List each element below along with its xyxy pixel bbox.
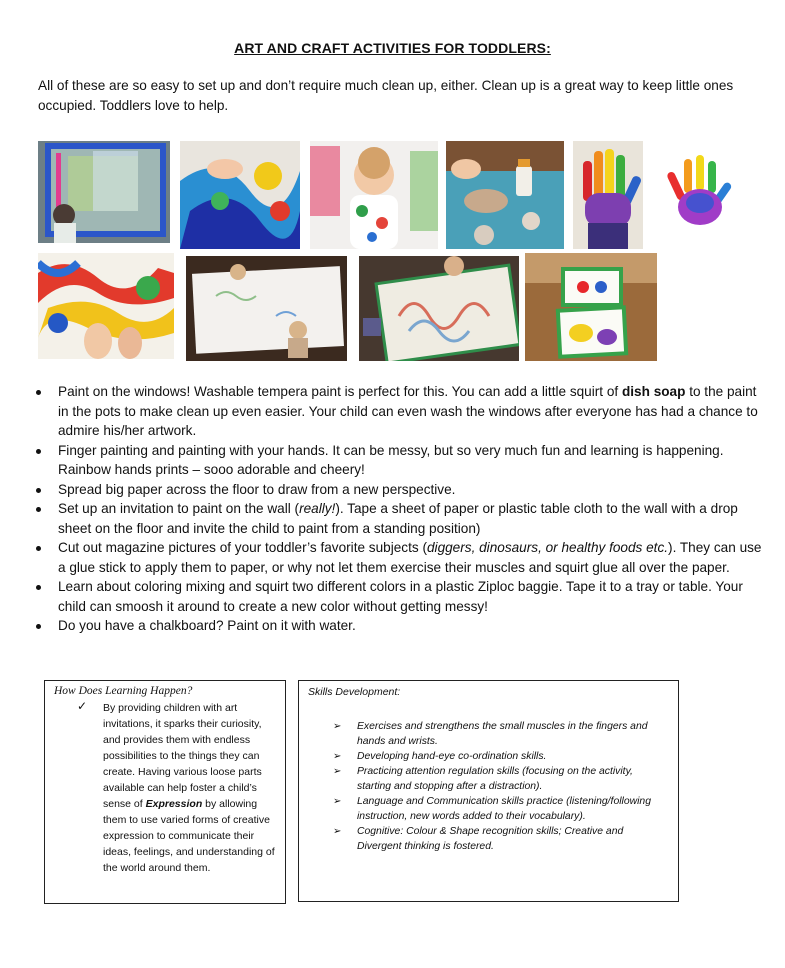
learning-title: How Does Learning Happen? [54, 685, 193, 697]
collage-glue-photo [446, 141, 564, 249]
rainbow-handprint-photo [650, 141, 748, 249]
finger-painting-photo [180, 141, 300, 249]
colorful-hands-photo [38, 253, 174, 359]
arrow-bullet-icon: ➢ [333, 766, 342, 777]
arrow-bullet-icon: ➢ [333, 751, 342, 762]
skills-box [298, 680, 679, 902]
list-item: ➢ Exercises and strengthens the small muscles in the fingers and hands and wrists. [333, 721, 648, 747]
learning-text: By providing children with art invitations, it sparks their curiosity, and provides them with endless possibilities to the things they can create. Having various loose parts available can help foster a child’s sense of Expression by allowing them to use varied forms of creative expression to communicate their ideas, feelings, and understanding of the world around them. [103, 702, 275, 874]
skills-list [333, 719, 663, 854]
list-item: Spread big paper across the floor to draw from a new perspective. [36, 480, 766, 500]
list-item: Set up an invitation to paint on the wall (really!). Tape a sheet of paper or plastic table cloth to the wall with a drop sheet on the floor and invite the child to paint from a standing position) [36, 499, 766, 538]
arrow-bullet-icon: ➢ [333, 721, 342, 732]
intro-paragraph: All of these are so easy to set up and don’t require much clean up, either. Clean up is a great way to keep little ones occupied. Toddlers love to help. [38, 78, 734, 113]
learning-box [44, 680, 286, 904]
painted-toddler-photo [310, 141, 438, 249]
list-item: Learn about coloring mixing and squirt two different colors in a plastic Ziploc baggie. Tape it to a tray or table. Your child can smoosh it around to create a new color without getting messy! [36, 577, 766, 616]
list-item: ➢ Cognitive: Colour & Shape recognition skills; Creative and Divergent thinking is fostered. [333, 826, 624, 852]
arrow-bullet-icon: ➢ [333, 826, 342, 837]
list-item: ➢ Practicing attention regulation skills (focusing on the activity, starting and stopping after a distraction). [333, 766, 633, 792]
list-item: Cut out magazine pictures of your toddler’s favorite subjects (diggers, dinosaurs, or healthy foods etc.). They can use a glue stick to apply them to paper, or why not let them exercise their muscles and squirt glue all over the paper. [36, 538, 766, 577]
list-item: ➢ Developing hand-eye co-ordination skills. [333, 751, 547, 762]
rainbow-hand-photo [573, 141, 643, 249]
check-icon: ✓ [77, 699, 88, 713]
window-painting-photo [38, 141, 170, 243]
color-mixing-bag-photo [525, 253, 657, 361]
activity-list [36, 382, 766, 636]
wall-paper-painting-photo [359, 256, 519, 361]
list-item: Paint on the windows! Washable tempera paint is perfect for this. You can add a little squirt of dish soap to the paint in the pots to make clean up even easier. Your child can even wash the windows after everyone has had a chance to admire his/her artwork. [36, 382, 766, 441]
list-item: ➢ Language and Communication skills practice (listening/following instruction, new words added to their vocabulary). [333, 796, 651, 822]
floor-paper-drawing-photo [186, 256, 347, 361]
list-item: Do you have a chalkboard? Paint on it with water. [36, 616, 766, 636]
skills-title: Skills Development: [308, 686, 401, 698]
list-item: Finger painting and painting with your hands. It can be messy, but so very much fun and learning is happening. Rainbow hands prints – sooo adorable and cheery! [36, 441, 766, 480]
page-title: ART AND CRAFT ACTIVITIES FOR TODDLERS: [234, 40, 551, 56]
arrow-bullet-icon: ➢ [333, 796, 342, 807]
